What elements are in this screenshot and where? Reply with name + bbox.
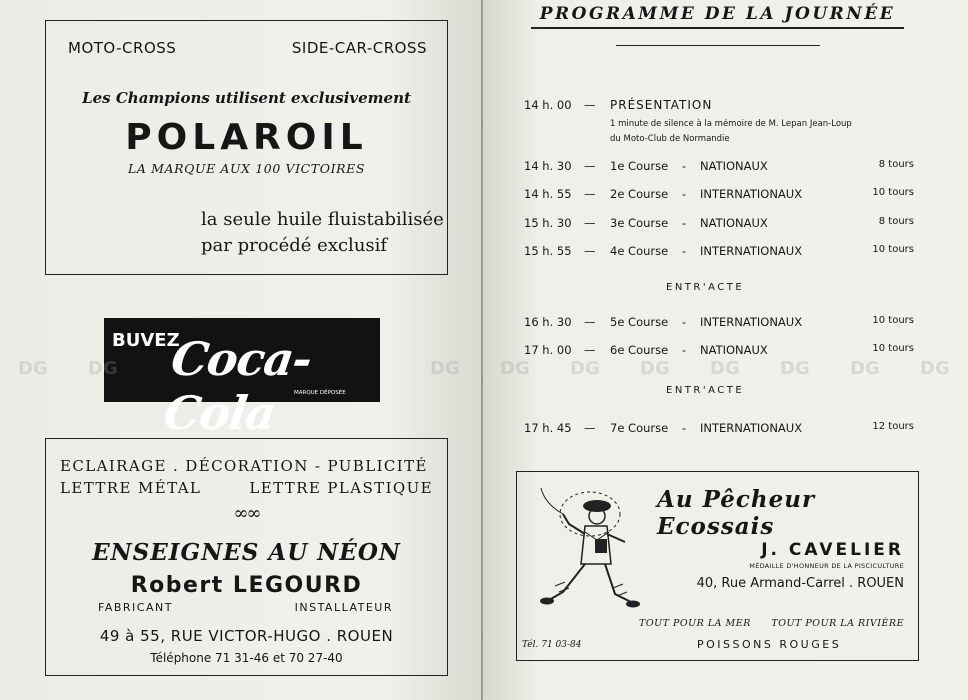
coca-cola-logo: Coca-Cola [160,332,315,440]
race-separator: - [682,315,687,329]
presentation-row [524,98,914,116]
services-line: ECLAIRAGE . DÉCORATION - PUBLICITÉ [60,457,428,475]
race-separator: - [682,187,687,201]
race-laps: 10 tours [872,343,914,354]
entracte-label: ENTR'ACTE [666,282,745,293]
programme-title: PROGRAMME DE LA JOURNÉE [539,4,896,24]
race-separator: - [682,343,687,357]
lettre-plastique-label: LETTRE PLASTIQUE [249,479,433,497]
marque-deposee-label: MARQUE DÉPOSÉE [294,390,346,396]
installateur-label: INSTALLATEUR [294,601,393,614]
race-category: INTERNATIONAUX [700,244,803,258]
coca-cola-advertisement [104,318,380,440]
enseignes-heading: ENSEIGNES AU NÉON [92,539,401,566]
enseignes-address: 49 à 55, RUE VICTOR-HUGO . ROUEN [99,627,394,645]
polaroil-brand: POLAROIL [125,117,368,158]
race-row [524,159,914,177]
race-course: 1e Course [610,159,669,173]
race-dash: — [584,187,596,201]
presentation-label: PRÉSENTATION [610,98,713,112]
presentation-dash: — [584,98,596,112]
side-car-cross-label: SIDE-CAR-CROSS [291,39,427,57]
enseignes-advertisement [45,438,448,676]
race-laps: 10 tours [872,315,914,326]
race-dash: — [584,244,596,258]
race-separator: - [682,244,687,258]
race-course: 3e Course [610,216,669,230]
race-laps: 10 tours [872,187,914,198]
title-short-rule [616,45,820,46]
watermark-text: DG [640,358,670,379]
lettre-metal-label: LETTRE MÉTAL [60,479,202,497]
race-dash: — [584,216,596,230]
watermark-text: DG [430,358,460,379]
watermark-text: DG [500,358,530,379]
pecheur-address: 40, Rue Armand-Carrel . ROUEN [696,576,904,591]
medal-label: MÉDAILLE D'HONNEUR DE LA PISCICULTURE [749,562,904,570]
watermark-text: DG [780,358,810,379]
race-dash: — [584,421,596,435]
title-underline [531,27,904,29]
race-course: 6e Course [610,343,669,357]
race-row [524,187,914,205]
race-time: 16 h. 30 [524,315,572,329]
race-dash: — [584,343,596,357]
enseignes-phone: Téléphone 71 31-46 et 70 27-40 [150,651,343,665]
pecheur-phone: Tél. 71 03-84 [522,640,582,650]
race-separator: - [682,216,687,230]
moto-cross-label: MOTO-CROSS [68,39,177,57]
polaroil-line-1: la seule huile fluistabilisée [201,209,444,230]
race-separator: - [682,159,687,173]
race-dash: — [584,159,596,173]
race-row [524,343,914,361]
left-page [0,0,481,700]
race-laps: 8 tours [878,159,914,170]
polaroil-tagline: LA MARQUE AUX 100 VICTOIRES [127,161,366,176]
race-time: 17 h. 45 [524,421,572,435]
cavelier-name: J. CAVELIER [761,540,904,560]
race-time: 14 h. 55 [524,187,572,201]
presentation-note-1: 1 minute de silence à la mémoire de M. Lepan Jean-Loup [610,119,852,129]
race-time: 17 h. 00 [524,343,572,357]
presentation-note-2: du Moto-Club de Normandie [610,134,730,144]
race-time: 14 h. 30 [524,159,572,173]
poissons-rouges-label: POISSONS ROUGES [697,638,842,651]
fisherman-illustration-icon [535,484,645,624]
race-category: NATIONAUX [700,343,768,357]
race-course: 4e Course [610,244,669,258]
race-dash: — [584,315,596,329]
entracte-label: ENTR'ACTE [666,385,745,396]
presentation-time: 14 h. 00 [524,98,572,112]
watermark-text: DG [18,358,48,379]
watermark-text: DG [570,358,600,379]
race-row [524,315,914,333]
race-laps: 12 tours [872,421,914,432]
race-course: 2e Course [610,187,669,201]
watermark-text: DG [850,358,880,379]
buvez-label: BUVEZ [112,330,180,351]
polaroil-line-2: par procédé exclusif [201,235,388,256]
race-row [524,244,914,262]
polaroil-advertisement [45,20,448,275]
race-time: 15 h. 55 [524,244,572,258]
ornament-icon: ∞∞ [233,503,260,524]
race-laps: 8 tours [878,216,914,227]
watermark-text: DG [710,358,740,379]
race-course: 5e Course [610,315,669,329]
champions-slogan: Les Champions utilisent exclusivement [82,89,411,107]
race-category: NATIONAUX [700,159,768,173]
race-category: INTERNATIONAUX [700,315,803,329]
race-time: 15 h. 30 [524,216,572,230]
tout-pour-la-riviere: TOUT POUR LA RIVIÈRE [771,618,904,629]
race-laps: 10 tours [872,244,914,255]
owner-name: Robert LEGOURD [130,573,363,598]
race-category: INTERNATIONAUX [700,421,803,435]
pecheur-ecossais-advertisement [516,471,919,661]
race-course: 7e Course [610,421,669,435]
race-category: NATIONAUX [700,216,768,230]
pecheur-title: Au Pêcheur Ecossais [657,486,816,540]
race-row [524,421,914,439]
tout-pour-la-mer: TOUT POUR LA MER [639,618,751,629]
race-category: INTERNATIONAUX [700,187,803,201]
watermark-text: DG [920,358,950,379]
race-separator: - [682,421,687,435]
race-row [524,216,914,234]
fabricant-label: FABRICANT [98,601,173,614]
watermark-text: DG [88,358,118,379]
